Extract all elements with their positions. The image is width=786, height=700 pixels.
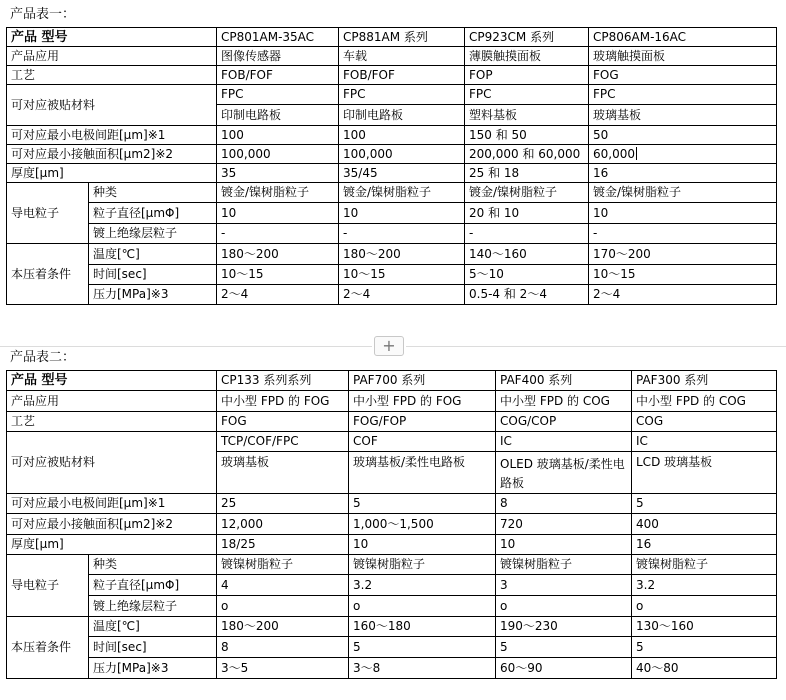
header-label: 产品 型号 [7,28,217,47]
table-row [7,145,777,164]
row-label: 粒子直径[μmΦ] [89,203,217,224]
value-cell[interactable]: 180～200 [339,244,465,265]
value-cell[interactable]: 16 [589,164,777,183]
value-cell[interactable]: 玻璃基板 [217,452,349,494]
value-cell[interactable]: 车载 [339,47,465,66]
model-cell[interactable]: PAF300 系列 [632,371,777,391]
value-cell[interactable]: - [589,224,777,244]
value-cell[interactable]: 50 [589,126,777,145]
value-cell[interactable]: FPC [589,85,777,105]
row-label: 镀上绝缘层粒子 [89,224,217,244]
table-row [7,224,777,244]
value-cell[interactable]: 镀金/镍树脂粒子 [217,183,339,203]
value-cell[interactable]: 印制电路板 [217,105,339,126]
group-label: 本压着条件 [7,617,89,679]
value-cell[interactable]: 5～10 [465,265,589,285]
model-cell[interactable]: CP923CM 系列 [465,28,589,47]
table-row [7,183,777,203]
value-cell[interactable]: 10～15 [339,265,465,285]
value-cell[interactable]: 35 [217,164,339,183]
table-row [7,66,777,85]
table-row [7,265,777,285]
table-row [7,203,777,224]
table-row [7,432,777,452]
value-cell[interactable]: FPC [217,85,339,105]
table-row [7,535,777,555]
value-cell[interactable]: 玻璃基板/柔性电路板 [349,452,496,494]
value-cell[interactable]: TCP/COF/FPC [217,432,349,452]
row-label: 温度[℃] [89,617,217,637]
value-cell[interactable]: FOG/FOP [349,412,496,432]
value-cell[interactable]: 5 [349,494,496,514]
table-row [7,412,777,432]
row-label: 种类 [89,555,217,575]
value-cell[interactable]: 中小型 FPD 的 FOG [349,391,496,412]
group-label: 本压着条件 [7,244,89,305]
table-row [7,617,777,637]
product-table-2 [6,370,777,679]
value-cell[interactable]: 10 [339,203,465,224]
value-cell[interactable]: 10 [589,203,777,224]
add-row-button[interactable]: + [374,336,404,356]
table-row [7,596,777,617]
model-cell[interactable]: PAF700 系列 [349,371,496,391]
value-cell[interactable]: 130～160 [632,617,777,637]
value-cell[interactable]: 印制电路板 [339,105,465,126]
model-cell[interactable]: CP133 系列系列 [217,371,349,391]
table-row [7,285,777,305]
value-cell[interactable]: FPC [465,85,589,105]
value-cell[interactable]: 镀镍树脂粒子 [632,555,777,575]
table-row [7,514,777,535]
value-cell[interactable]: 中小型 FPD 的 FOG [217,391,349,412]
value-text: 60,000 [593,146,635,161]
row-label: 时间[sec] [89,265,217,285]
value-cell[interactable]: 10 [496,535,632,555]
value-cell[interactable]: 140～160 [465,244,589,265]
value-cell[interactable]: 8 [496,494,632,514]
row-label: 可对应最小接触面积[μm2]※2 [7,145,217,164]
value-cell[interactable]: 3 [496,575,632,596]
row-label: 可对应最小接触面积[μm2]※2 [7,514,217,535]
value-cell[interactable]: 40～80 [632,658,777,679]
group-label: 导电粒子 [7,183,89,244]
value-cell[interactable]: 10～15 [589,265,777,285]
value-cell[interactable]: 100,000 [217,145,339,164]
table-row [7,28,777,47]
table-row [7,244,777,265]
table-row [7,494,777,514]
row-label: 可对应被贴材料 [7,432,217,494]
value-cell[interactable]: 0.5-4 和 2～4 [465,285,589,305]
value-cell[interactable]: 180～200 [217,617,349,637]
value-cell[interactable]: 160～180 [349,617,496,637]
value-cell[interactable]: 镀镍树脂粒子 [217,555,349,575]
table-row [7,637,777,658]
value-cell[interactable]: 镀金/镍树脂粒子 [465,183,589,203]
value-cell[interactable]: 8 [217,637,349,658]
value-cell[interactable]: 16 [632,535,777,555]
value-cell[interactable]: 玻璃触摸面板 [589,47,777,66]
value-cell[interactable]: 3～8 [349,658,496,679]
value-cell[interactable]: 镀镍树脂粒子 [349,555,496,575]
value-cell[interactable]: 25 和 18 [465,164,589,183]
value-cell[interactable]: 150 和 50 [465,126,589,145]
value-cell[interactable]: 25 [217,494,349,514]
model-cell[interactable]: CP806AM-16AC [589,28,777,47]
table-row [7,391,777,412]
value-cell[interactable]: 100 [339,126,465,145]
value-cell[interactable]: o [349,596,496,617]
value-cell[interactable]: 35/45 [339,164,465,183]
value-cell[interactable]: o [632,596,777,617]
value-cell[interactable]: 3～5 [217,658,349,679]
row-label: 产品应用 [7,391,217,412]
value-cell[interactable]: 5 [496,637,632,658]
value-cell[interactable]: 2～4 [217,285,339,305]
value-cell[interactable]: 3.2 [632,575,777,596]
row-label: 可对应最小电极间距[μm]※1 [7,494,217,514]
value-cell[interactable]: COF [349,432,496,452]
value-cell[interactable]: 玻璃基板 [589,105,777,126]
value-cell[interactable]: IC [496,432,632,452]
row-label: 压力[MPa]※3 [89,658,217,679]
value-cell[interactable]: LCD 玻璃基板 [632,452,777,494]
value-cell[interactable]: FOB/FOF [339,66,465,85]
header-label: 产品 型号 [7,371,217,391]
row-label: 工艺 [7,412,217,432]
table-row [7,164,777,183]
row-label: 镀上绝缘层粒子 [89,596,217,617]
table1-caption: 产品表一： [10,7,76,22]
value-cell[interactable]: 3.2 [349,575,496,596]
value-cell[interactable]: - [217,224,339,244]
value-cell[interactable]: IC [632,432,777,452]
table-row [7,658,777,679]
value-cell[interactable]: COG/COP [496,412,632,432]
value-cell[interactable]: FPC [339,85,465,105]
model-cell[interactable]: PAF400 系列 [496,371,632,391]
value-cell[interactable]: 18/25 [217,535,349,555]
row-label: 粒子直径[μmΦ] [89,575,217,596]
table-row [7,555,777,575]
value-cell[interactable]: 190～230 [496,617,632,637]
table-row [7,85,777,105]
model-cell[interactable]: CP801AM-35AC [217,28,339,47]
value-cell[interactable]: 薄膜触摸面板 [465,47,589,66]
row-label: 可对应最小电极间距[μm]※1 [7,126,217,145]
value-cell[interactable]: 720 [496,514,632,535]
value-cell[interactable]: 200,000 和 60,000 [465,145,589,164]
value-cell[interactable]: FOG [589,66,777,85]
separator-line [0,346,372,347]
row-label: 温度[℃] [89,244,217,265]
value-cell[interactable]: FOG [217,412,349,432]
value-cell[interactable]: 5 [349,637,496,658]
value-cell[interactable]: o [496,596,632,617]
value-cell[interactable]: 塑料基板 [465,105,589,126]
value-cell[interactable] [589,145,777,164]
value-cell[interactable]: 12,000 [217,514,349,535]
value-cell[interactable]: - [465,224,589,244]
value-cell[interactable]: 1,000～1,500 [349,514,496,535]
text-cursor [636,147,637,160]
table-row [7,371,777,391]
value-cell[interactable]: 100 [217,126,339,145]
value-cell[interactable]: 170～200 [589,244,777,265]
group-label: 导电粒子 [7,555,89,617]
value-cell[interactable]: COG [632,412,777,432]
value-cell[interactable]: 20 和 10 [465,203,589,224]
value-cell[interactable]: 100,000 [339,145,465,164]
row-label: 工艺 [7,66,217,85]
value-cell[interactable]: 5 [632,494,777,514]
value-cell[interactable]: OLED 玻璃基板/柔性电路板 [496,452,632,494]
value-cell[interactable]: 镀金/镍树脂粒子 [589,183,777,203]
value-cell[interactable]: 60～90 [496,658,632,679]
row-label: 可对应被贴材料 [7,85,217,126]
product-table-1 [6,27,777,305]
value-cell[interactable]: 10 [217,203,339,224]
table-row [7,575,777,596]
value-cell[interactable]: 5 [632,637,777,658]
row-label: 种类 [89,183,217,203]
value-cell[interactable]: - [339,224,465,244]
value-cell[interactable]: 中小型 FPD 的 COG [496,391,632,412]
value-cell[interactable]: 10 [349,535,496,555]
value-cell[interactable]: 180～200 [217,244,339,265]
value-cell[interactable]: 2～4 [339,285,465,305]
row-label: 时间[sec] [89,637,217,658]
value-cell[interactable]: 10～15 [217,265,339,285]
value-cell[interactable]: FOP [465,66,589,85]
value-cell[interactable]: o [217,596,349,617]
row-label: 压力[MPa]※3 [89,285,217,305]
value-cell[interactable]: FOB/FOF [217,66,339,85]
value-cell[interactable]: 4 [217,575,349,596]
row-label: 厚度[μm] [7,535,217,555]
model-cell[interactable]: CP881AM 系列 [339,28,465,47]
table-row [7,126,777,145]
value-cell[interactable]: 2～4 [589,285,777,305]
value-cell[interactable]: 镀镍树脂粒子 [496,555,632,575]
value-cell[interactable]: 400 [632,514,777,535]
row-label: 产品应用 [7,47,217,66]
table-row [7,47,777,66]
table2-caption: 产品表二： [10,350,76,365]
value-cell[interactable]: 镀金/镍树脂粒子 [339,183,465,203]
value-cell[interactable]: 中小型 FPD 的 COG [632,391,777,412]
separator-line [406,346,786,347]
row-label: 厚度[μm] [7,164,217,183]
value-cell[interactable]: 图像传感器 [217,47,339,66]
